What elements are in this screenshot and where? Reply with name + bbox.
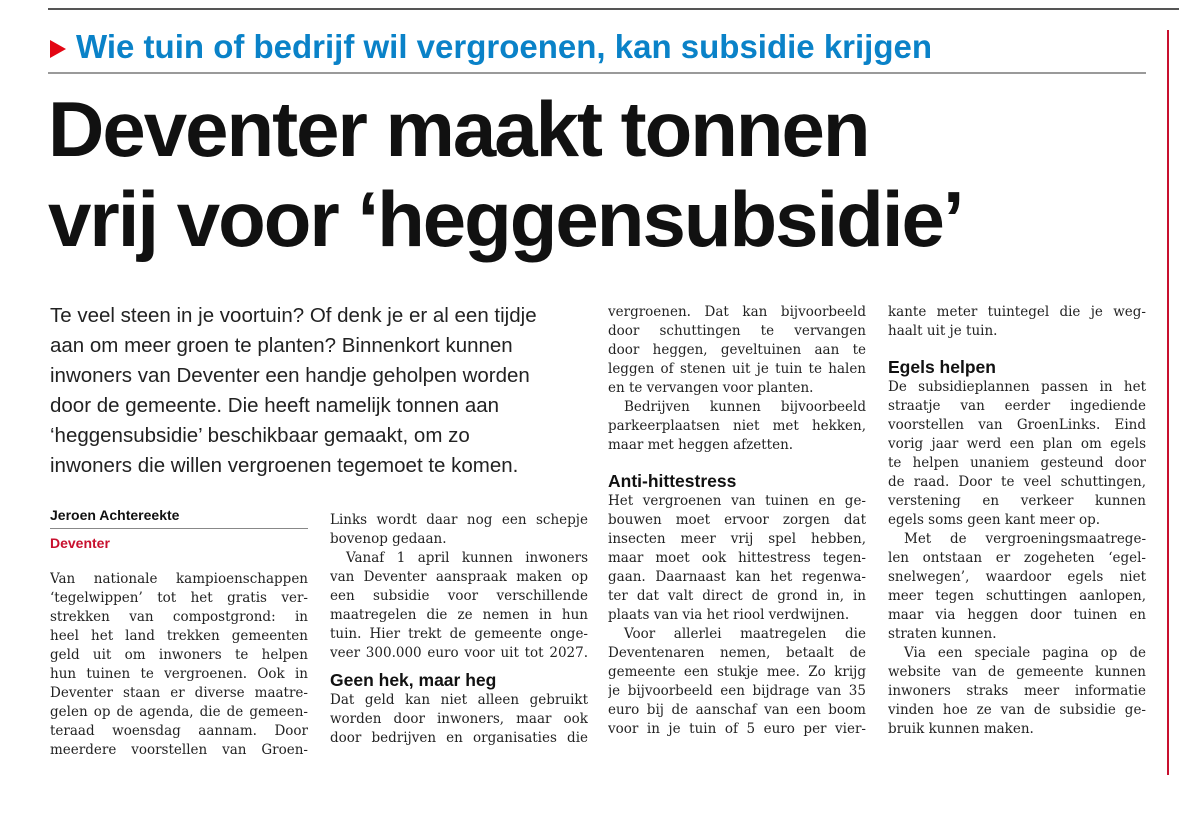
body-line: bouwen moet ervoor zorgen dat [608, 512, 866, 528]
article-column-2 [330, 511, 588, 748]
body-line: veer 300.000 euro voor uit tot 2027. [330, 645, 588, 661]
byline-rule [50, 528, 308, 529]
body-line: gelen op de agenda, die de gemeen- [50, 704, 308, 720]
body-line: je bijvoorbeeld een bijdrage van 35 [608, 683, 866, 699]
body-line: Deventenaren nemen, betaalt de [608, 645, 866, 661]
body-line: inwoners straks meer informatie [888, 683, 1146, 699]
byline [50, 505, 308, 553]
article-column-3 [608, 303, 866, 739]
kicker [50, 24, 932, 70]
article-column-1 [50, 570, 308, 760]
body-line: Met de vergroeningsmaatrege- [904, 531, 1146, 547]
body-line: straatje van eerder ingediende [888, 398, 1146, 414]
red-triangle-marker-icon [50, 40, 66, 58]
subheading-geen-hek: Geen hek, maar heg [330, 670, 497, 690]
body-line: Het vergroenen van tuinen en ge- [608, 493, 866, 509]
body-line: egels soms geen kant meer op. [888, 512, 1101, 528]
body-line: Dat geld kan niet alleen gebruikt [330, 692, 588, 708]
body-line: voorstellen van GroenLinks. Eind [888, 417, 1146, 433]
body-line: te helpen unaniem gesteund door [888, 455, 1146, 471]
body-line: Vanaf 1 april kunnen inwoners [346, 550, 588, 566]
body-line: van Deventer aanspraak maken op [330, 569, 588, 585]
body-line: gaan. Daarnaast kan het regenwa- [608, 569, 866, 585]
intro-line: ‘heggensubsidie’ beschikbaar gemaakt, om zo [50, 424, 470, 447]
intro-paragraph [50, 301, 590, 481]
body-line: maatregelen die ze nemen in hun [330, 607, 588, 623]
body-line: haalt uit je tuin. [888, 323, 998, 339]
body-line: door heggen, geveltuinen aan te [608, 342, 866, 358]
body-line: maar via heggen door tuinen en [888, 607, 1146, 623]
body-line: maar moet ook hittestress tegen- [608, 550, 866, 566]
body-line: Deventer staan er diverse maatre- [50, 685, 308, 701]
subheading-anti-hittestress: Anti-hittestress [608, 471, 737, 491]
body-line: door bedrijven en organisaties die [330, 730, 588, 746]
intro-line: Te veel steen in je voortuin? Of denk je er al een tijdje [50, 304, 537, 327]
body-line: door schuttingen te vervangen [608, 323, 866, 339]
body-line: plaats van via het riool verdwijnen. [608, 607, 850, 623]
body-line: leggen of stenen uit je tuin te halen [608, 361, 866, 377]
body-line: website van de gemeente kunnen [888, 664, 1146, 680]
dateline-place: Deventer [50, 535, 110, 551]
headline-line: vrij voor ‘heggensubsidie’ [48, 175, 963, 263]
body-line: Voor allerlei maatregelen die [624, 626, 866, 642]
body-line: verstening en verkeer kunnen [888, 493, 1146, 509]
body-line: maar met heggen afzetten. [608, 437, 794, 453]
page-edge-red-rule [1167, 30, 1169, 775]
body-line: een subsidie voor verschillende [330, 588, 588, 604]
intro-line: aan om meer groen te planten? Binnenkort kunnen [50, 334, 513, 357]
intro-line: inwoners van Deventer een handje geholpen worden [50, 364, 530, 387]
body-line: straten kunnen. [888, 626, 997, 642]
headline [48, 84, 1158, 264]
body-line: insecten meer vrij spel hebben, [608, 531, 866, 547]
body-line: len ontstaan er zogeheten ‘egel- [888, 550, 1146, 566]
kicker-rule [48, 72, 1146, 74]
subheading-egels-helpen: Egels helpen [888, 357, 996, 377]
intro-line: inwoners die willen vergroenen tegemoet te komen. [50, 454, 519, 477]
body-line: strekken van compostgrond: in [50, 609, 308, 625]
body-line: geld uit om inwoners te helpen [50, 647, 308, 663]
body-line: meerdere voorstellen van Groen- [50, 742, 308, 758]
body-line: Links wordt daar nog een schepje [330, 512, 588, 528]
headline-line: Deventer maakt tonnen [48, 85, 869, 173]
body-line: bovenop gedaan. [330, 531, 447, 547]
body-line: Van nationale kampioenschappen [50, 571, 308, 587]
body-line: vinden hoe ze van de subsidie ge- [888, 702, 1146, 718]
body-line: gemeente een stukje mee. Zo krijg [608, 664, 866, 680]
body-line: de raad. Door te veel schuttingen, [888, 474, 1146, 490]
body-line: vorig jaar werd een plan om egels [888, 436, 1146, 452]
body-line: meer tegen schuttingen aanlopen, [888, 588, 1146, 604]
body-line: Via een speciale pagina op de [904, 645, 1146, 661]
kicker-text: Wie tuin of bedrijf wil vergroenen, kan subsidie krijgen [76, 28, 933, 65]
body-line: worden door inwoners, maar ook [330, 711, 588, 727]
body-line: Bedrijven kunnen bijvoorbeeld [624, 399, 866, 415]
body-line: kante meter tuintegel die je weg- [888, 304, 1146, 320]
body-line: ‘tegelwippen’ tot het gratis ver- [50, 590, 308, 606]
body-line: snelwegen’, waardoor egels niet [888, 569, 1146, 585]
body-line: bruik kunnen maken. [888, 721, 1034, 737]
body-line: parkeerplaatsen niet met hekken, [608, 418, 866, 434]
top-rule [48, 8, 1179, 10]
body-line: ter dat valt direct de grond in, in [608, 588, 866, 604]
author-name: Jeroen Achtereekte [50, 507, 180, 523]
body-line: De subsidieplannen passen in het [888, 379, 1146, 395]
body-line: en te vervangen voor planten. [608, 380, 814, 396]
article-column-4 [888, 303, 1146, 739]
body-line: vergroenen. Dat kan bijvoorbeeld [608, 304, 866, 320]
body-line: euro bij de aanschaf van een boom [608, 702, 866, 718]
body-line: teraad woensdag aannam. Door [50, 723, 308, 739]
body-line: tuin. Hier trekt de gemeente onge- [330, 626, 588, 642]
body-line: heel het land trekken gemeenten [50, 628, 308, 644]
body-line: hun tuinen te vergroenen. Ook in [50, 666, 308, 682]
intro-line: door de gemeente. Die heeft namelijk tonnen aan [50, 394, 500, 417]
body-line: voor in je tuin of 5 euro per vier- [608, 721, 866, 737]
